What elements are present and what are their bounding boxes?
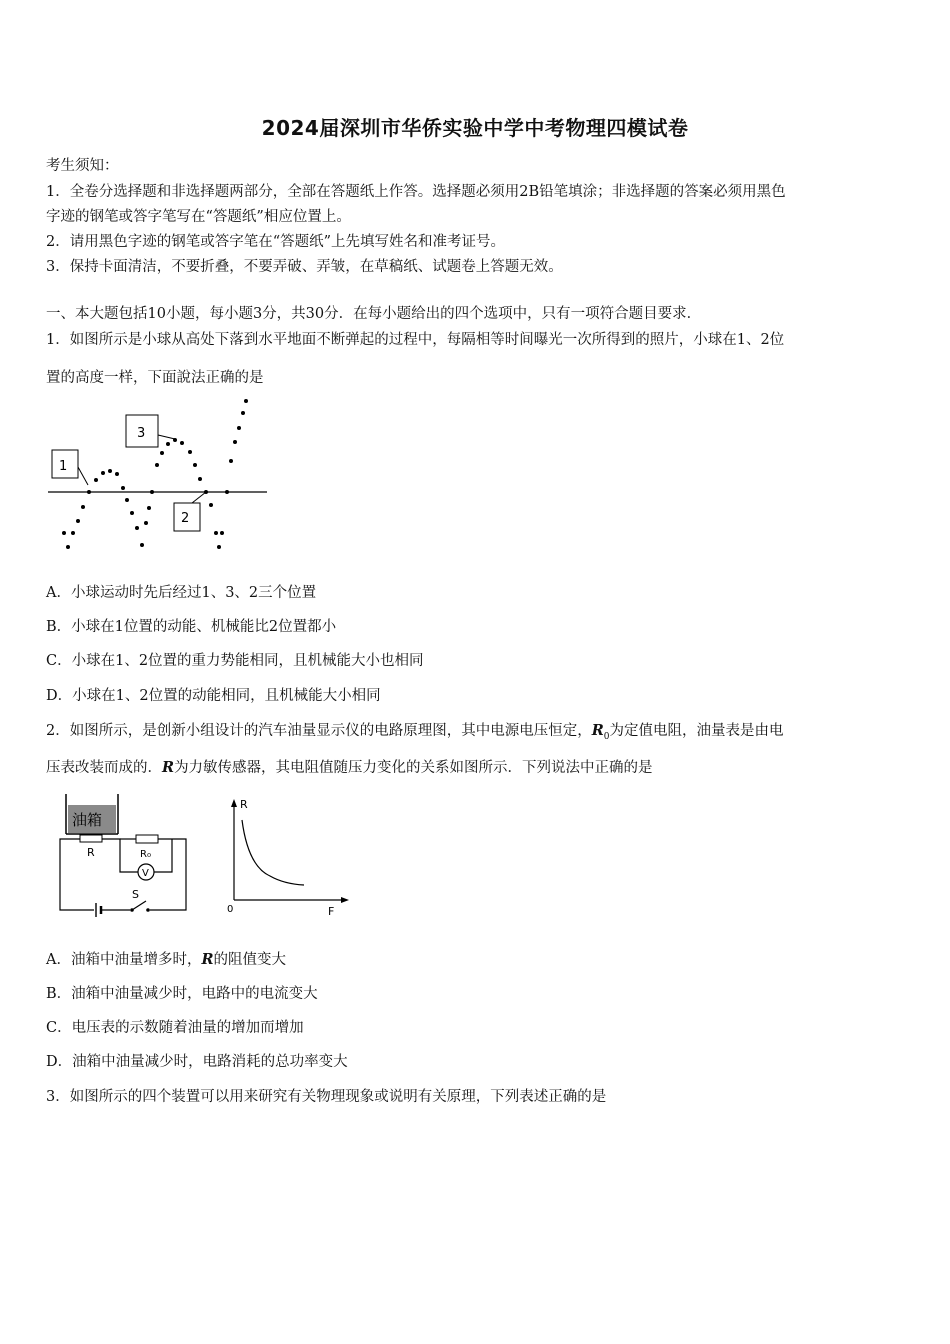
bouncing-ball-figure bbox=[44, 395, 279, 560]
svg-text:R: R bbox=[240, 798, 248, 811]
notice-item: 字迹的钢笔或答字笔写在“答题纸”相应位置上。 bbox=[46, 209, 351, 225]
svg-text:油箱: 油箱 bbox=[72, 811, 103, 829]
r-symbol: R bbox=[162, 759, 175, 776]
r0-symbol: R bbox=[591, 722, 604, 739]
oil-tank bbox=[66, 794, 118, 834]
q1-option-a: A．小球运动时先后经过1、3、2三个位置 bbox=[46, 585, 317, 601]
svg-text:R₀: R₀ bbox=[140, 849, 151, 860]
question-2-text: 压表改装而成的．R为力敏传感器，其电阻值随压力变化的关系如图所示．下列说法中正确的是 bbox=[46, 759, 653, 776]
question-2-text: 2．如图所示，是创新小组设计的汽车油量显示仪的电路原理图，其中电源电压恒定，$R_0$为定值电阻，油量表是由电 bbox=[46, 722, 784, 742]
q2-option-b: B．油箱中油量减少时，电路中的电流变大 bbox=[46, 986, 318, 1002]
fixed-resistor-r0 bbox=[136, 835, 158, 843]
oil-gauge-circuit-figure bbox=[54, 790, 194, 920]
svg-text:S: S bbox=[132, 888, 139, 901]
callout-label-2 bbox=[174, 492, 206, 531]
q2-option-c: C．电压表的示数随着油量的增加而增加 bbox=[46, 1020, 304, 1036]
question-1-text: 置的高度一样，下面說法正确的是 bbox=[46, 370, 264, 386]
svg-text:2: 2 bbox=[181, 511, 190, 526]
notice-item: 1．全卷分选择题和非选择题两部分，全部在答题纸上作答。选择题必须用2B铅笔填涂；非选择题的答案必须用黑色 bbox=[46, 184, 786, 200]
sensor-resistor bbox=[80, 835, 102, 842]
svg-text:3: 3 bbox=[137, 426, 146, 441]
svg-text:F: F bbox=[328, 905, 335, 918]
notice-item: 3．保持卡面清洁，不要折叠，不要弄破、弄皱，在草稿纸、试题卷上答题无效。 bbox=[46, 259, 563, 275]
svg-text:0: 0 bbox=[227, 904, 234, 915]
q2-option-a: A．油箱中油量增多时，R的阻值变大 bbox=[46, 951, 287, 968]
resistance-force-graph bbox=[222, 796, 352, 918]
notice-item: 2．请用黑色字迹的钢笔或答字笔在“答题纸”上先填写姓名和准考证号。 bbox=[46, 234, 506, 250]
q1-option-d: D．小球在1、2位置的动能相同，且机械能大小相同 bbox=[46, 688, 381, 704]
callout-label-1 bbox=[52, 450, 88, 485]
svg-text:R: R bbox=[87, 846, 95, 859]
r-f-curve bbox=[242, 820, 304, 885]
section-heading: 一、本大题包括10小题，每小题3分，共30分．在每小题给出的四个选项中，只有一项符合题目要求． bbox=[46, 306, 702, 322]
page-title: 2024届深圳市华侨实验中学中考物理四模试卷 bbox=[261, 116, 689, 140]
q1-option-b: B．小球在1位置的动能、机械能比2位置都小 bbox=[46, 619, 337, 635]
svg-text:1: 1 bbox=[59, 459, 68, 474]
svg-text:V: V bbox=[142, 868, 149, 879]
q2-option-d: D．油箱中油量减少时，电路消耗的总功率变大 bbox=[46, 1054, 348, 1070]
question-1-text: 1．如图所示是小球从高处下落到水平地面不断弹起的过程中，每隔相等时间曝光一次所得到的照片，小球在1、2位 bbox=[46, 332, 785, 348]
notice-heading: 考生须知： bbox=[46, 158, 119, 174]
q1-option-c: C．小球在1、2位置的重力势能相同，且机械能大小也相同 bbox=[46, 653, 424, 669]
question-3-text: 3．如图所示的四个装置可以用来研究有关物理现象或说明有关原理，下列表述正确的是 bbox=[46, 1089, 607, 1105]
